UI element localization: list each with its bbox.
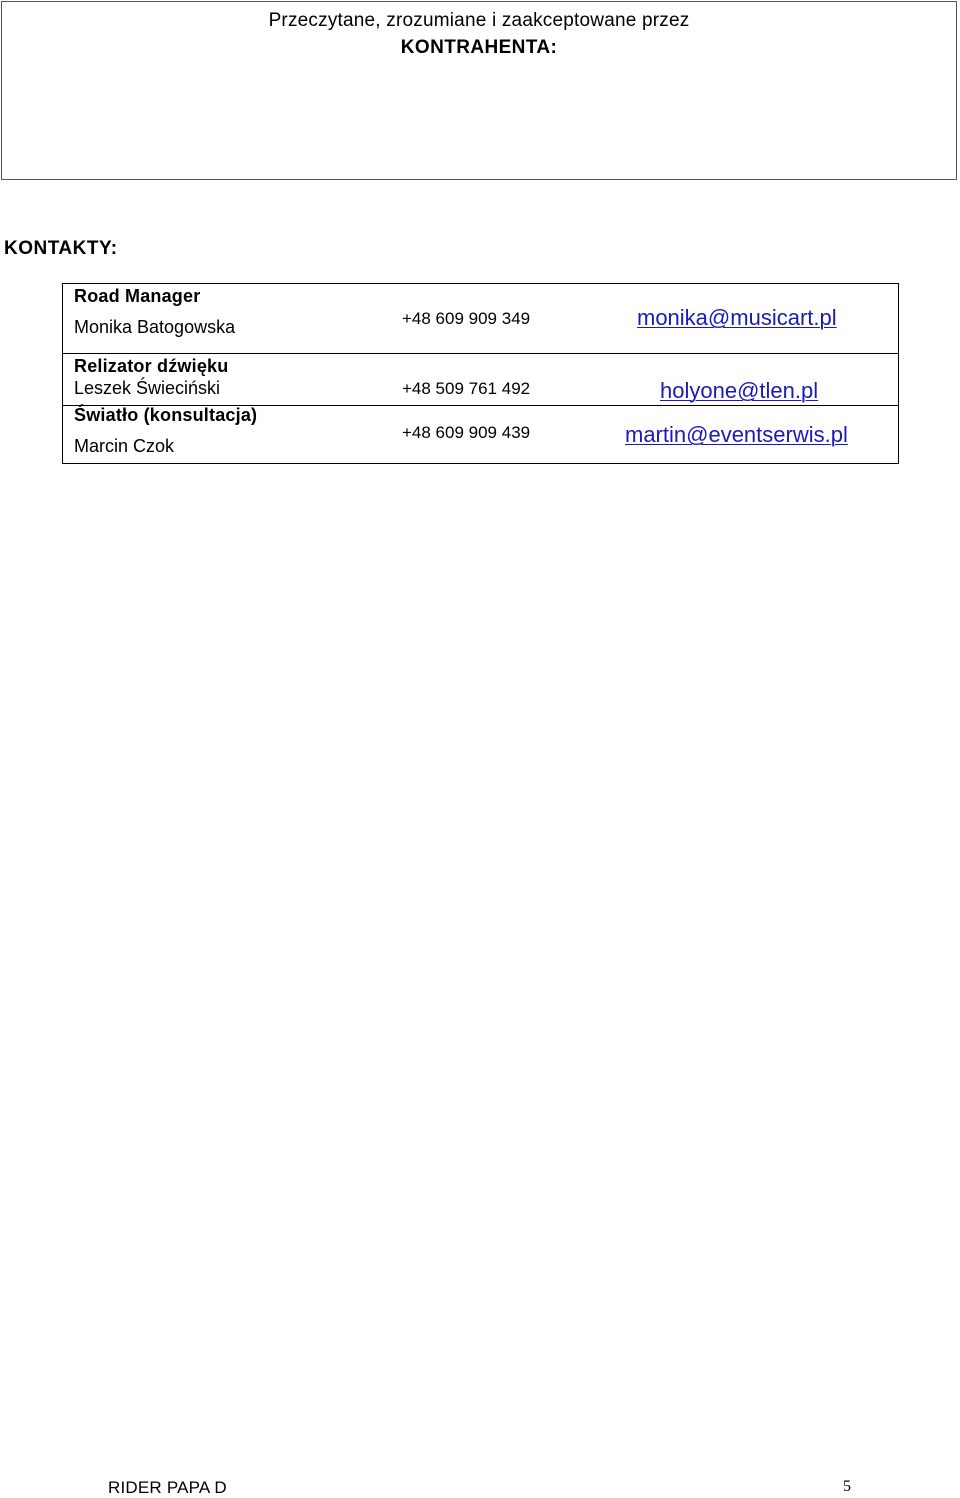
contacts-heading: KONTAKTY: [4, 238, 118, 259]
contact-role-sound-engineer: Relizator dźwięku [74, 356, 229, 376]
contact-person: Monika Batogowska [74, 317, 236, 337]
footer-page-number: 5 [843, 1478, 851, 1495]
acceptance-text: Przeczytane, zrozumiane i zaakceptowane przez [268, 10, 690, 31]
contact-role-road-manager: Road Manager [74, 286, 201, 306]
contact-person: Marcin Czok [74, 436, 175, 456]
acceptance-party-label: KONTRAHENTA: [400, 37, 558, 58]
contact-email-link[interactable]: holyone@tlen.pl [660, 378, 819, 403]
contact-phone: +48 509 761 492 [402, 379, 531, 398]
contact-email-link[interactable]: monika@musicart.pl [637, 305, 837, 330]
contact-phone: +48 609 909 439 [402, 423, 531, 442]
contact-person: Leszek Świeciński [74, 378, 221, 398]
contact-phone: +48 609 909 349 [402, 309, 531, 328]
contact-role-lighting: Światło (konsultacja) [74, 405, 258, 425]
contacts-table [62, 283, 899, 464]
acceptance-signature-box [1, 1, 957, 180]
table-divider [63, 353, 898, 354]
contact-email-link[interactable]: martin@eventserwis.pl [625, 422, 848, 447]
footer-document-title: RIDER PAPA D [108, 1478, 227, 1497]
